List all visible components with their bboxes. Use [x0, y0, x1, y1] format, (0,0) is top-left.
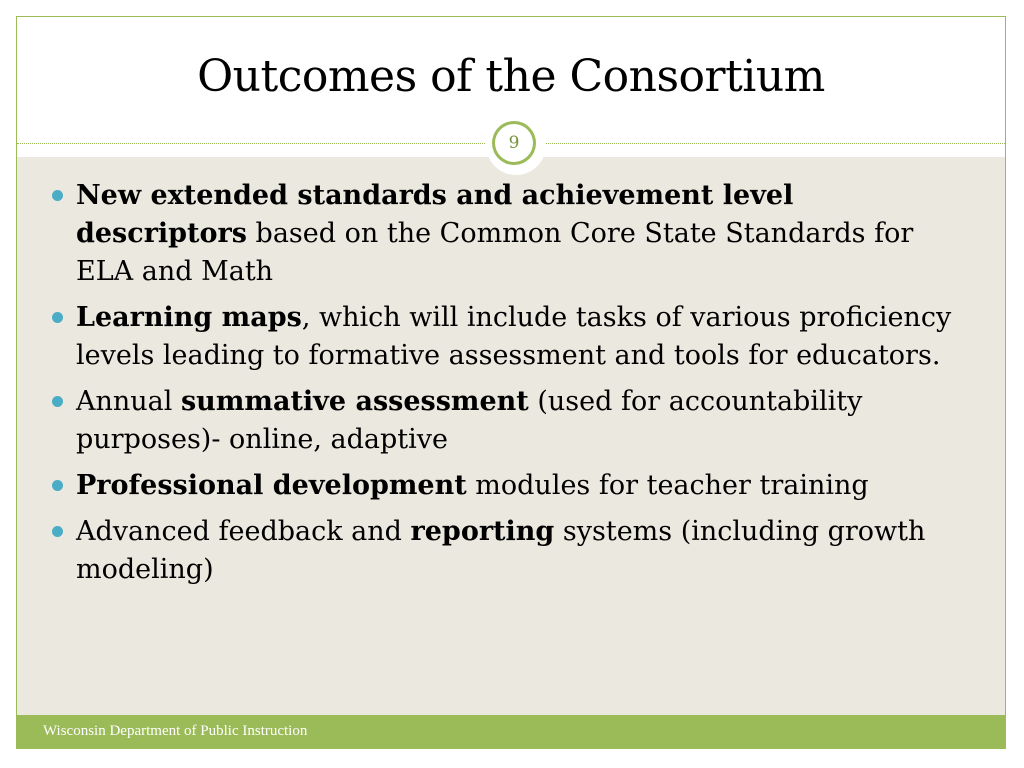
bullet-text: (used for accountability purposes)- online, adaptive: [76, 386, 863, 455]
bullet-item: [52, 299, 952, 375]
bullet-bold-text: New extended standards and achievement level descriptors: [76, 180, 794, 249]
page-number-badge: [492, 121, 536, 165]
bullet-dot-icon: [52, 190, 63, 201]
bullet-item: [52, 467, 952, 505]
bullet-bold-text: summative assessment: [180, 386, 529, 417]
bullet-item: [52, 177, 952, 291]
bullet-dot-icon: [52, 480, 63, 491]
bullet-bold-text: reporting: [410, 516, 555, 547]
bullet-text: modules for teacher training: [466, 470, 869, 501]
bullet-dot-icon: [52, 312, 63, 323]
bullet-text: Annual: [76, 386, 181, 417]
bullet-list: [52, 177, 952, 597]
bullet-bold-text: Professional development: [76, 470, 467, 501]
bullet-text: Advanced feedback and: [76, 516, 411, 547]
slide-frame: [16, 16, 1006, 749]
slide-title: Outcomes of the Consortium: [197, 51, 825, 102]
bullet-text: systems (including growth modeling): [76, 516, 926, 585]
bullet-item: [52, 383, 952, 459]
bullet-bold-text: Learning maps: [76, 302, 302, 333]
bullet-text: , which will include tasks of various proficiency levels leading to formative assessment and tools for educators.: [76, 302, 952, 371]
footer-text: Wisconsin Department of Public Instruction: [43, 723, 308, 739]
page-number: 9: [495, 124, 533, 162]
bullet-dot-icon: [52, 396, 63, 407]
footer-bar: [17, 715, 1005, 748]
bullet-text: based on the Common Core State Standards for ELA and Math: [76, 218, 914, 287]
bullet-item: [52, 513, 952, 589]
bullet-dot-icon: [52, 526, 63, 537]
